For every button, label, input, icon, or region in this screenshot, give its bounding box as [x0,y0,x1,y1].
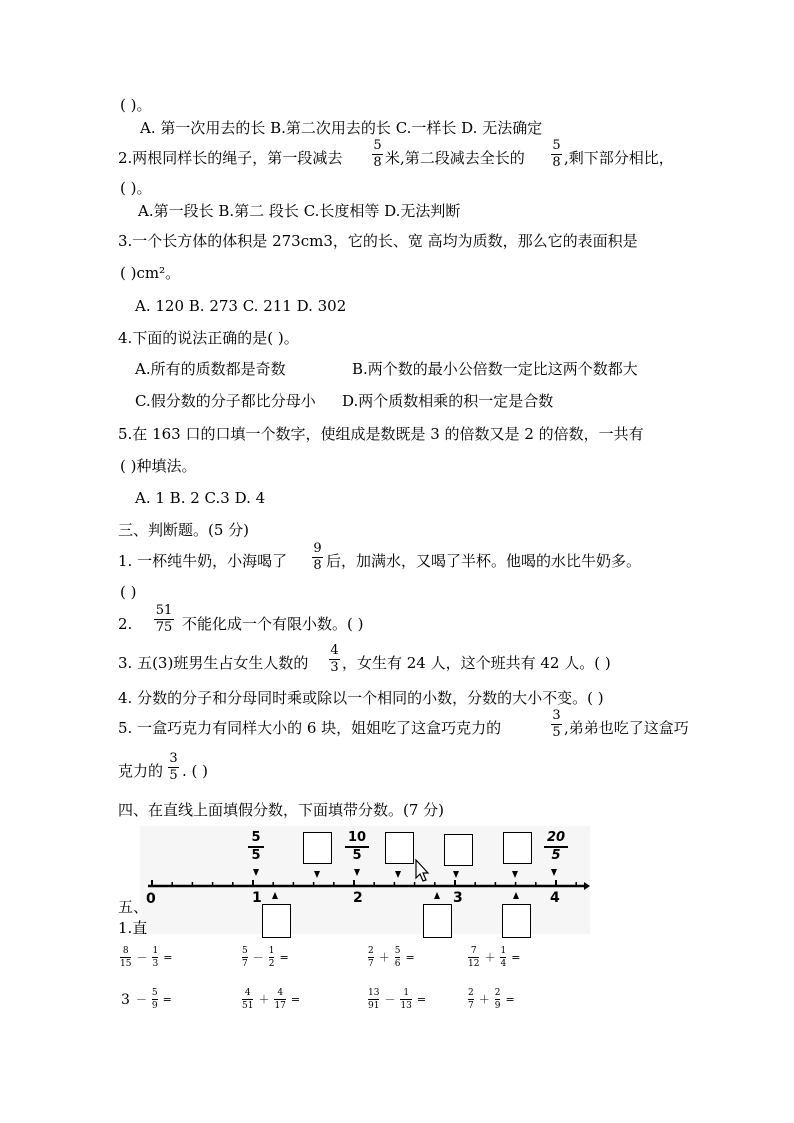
nl-label-0: 0 [146,891,156,907]
answer-box-top-4[interactable] [503,832,532,864]
calc-fraction-b [500,946,506,969]
answer-box-top-1[interactable] [303,832,332,864]
fraction-numerator: 1 [403,988,410,998]
q2-blank: ( )。 [120,179,152,197]
arrow-up-3 [513,892,519,899]
j2-text-a: 2. [118,615,133,633]
calc-fraction-a [468,988,474,1011]
fraction-denominator: 75 [155,620,173,635]
j3-text-b: ，女生有 24 人，这个班共有 42 人。( ) [342,654,611,672]
calc-operator: ＋ [484,950,496,964]
calc-fraction-b [274,988,285,1011]
fraction-numerator: 13 [368,988,380,998]
fraction-numerator: 5 [151,988,158,998]
fraction-denominator: 7 [368,959,374,969]
fraction-numerator: 1 [152,946,159,956]
fraction-denominator: 5 [551,848,561,863]
calc-equals: = [290,992,301,1006]
q4-option-b: B.两个数的最小公倍数一定比这两个数都大 [352,360,638,378]
calc-equals: = [511,950,521,964]
q4-option-a: A.所有的质数都是奇数 [135,360,286,378]
calc-fraction-a [242,946,248,969]
nl-fraction-5-5 [248,831,264,863]
calc-equals: = [405,950,415,964]
arrow-down-4 [395,871,401,878]
q3-line1: 3.一个长方体的体积是 273cm3，它的长、宽 高均为质数，那么它的表面积是 [118,232,638,250]
sec5-title: 五、 [118,898,149,916]
fraction-numerator: 3 [552,708,561,723]
arrow-down-2 [314,871,320,878]
sec4-title: 四、在直线上面填假分数，下面填带分数。(7 分) [118,801,445,819]
mouse-cursor-icon [416,860,428,881]
arrow-up-1 [272,892,278,899]
q-cont-blank: ( )。 [120,96,152,114]
calc-expression [240,946,292,969]
q3-options: A. 120 B. 273 C. 211 D. 302 [135,297,347,315]
fraction-numerator: 8 [122,946,129,956]
arrow-down-7 [551,869,557,876]
fraction-denominator: 7 [468,1001,474,1011]
nl-label-3: 3 [453,890,463,906]
fraction-numerator: 1 [500,946,507,956]
fraction-numerator: 5 [394,946,401,956]
j1-text-b: 后，加满水，又喝了半杯。他喝的水比牛奶多。 [326,552,642,570]
answer-box-bottom-3[interactable] [502,904,531,938]
fraction-denominator: 7 [242,959,248,969]
fraction-numerator: 2 [368,946,374,956]
fraction-numerator: 3 [169,751,178,766]
q4-option-c: C.假分数的分子都比分母小 [135,392,316,410]
j5-text-a: 5. 一盒巧克力有同样大小的 6 块，姐姐吃了这盒巧克力的 [118,719,502,737]
arrow-down-5 [453,871,459,878]
fraction-numerator: 2 [468,988,474,998]
calc-fraction-b [495,988,501,1011]
fraction-numerator: 10 [347,830,367,845]
calc-whole-number: 3 [121,991,130,1008]
j5-text-c: 克力的 [118,762,164,780]
nl-fraction-20-5 [544,831,568,863]
fraction-denominator: 91 [368,1001,380,1011]
calc-operator: － [135,992,147,1006]
arrow-up-2 [434,892,440,899]
answer-box-bottom-2[interactable] [423,904,452,938]
j1-text-a: 1. 一杯纯牛奶，小海喝了 [118,552,288,570]
calc-fraction-a [368,988,379,1011]
fraction-numerator: 4 [277,988,284,998]
answer-box-top-3[interactable] [444,834,473,866]
axis-arrow [584,882,590,890]
fraction-denominator: 8 [373,155,382,170]
nl-label-4: 4 [550,890,560,906]
q4-option-d: D.两个质数相乘的积一定是合数 [342,392,554,410]
fraction-numerator: 4 [330,643,339,658]
fraction-denominator: 5 [352,848,362,863]
arrow-down-1 [253,869,259,876]
calc-expression [240,988,303,1011]
arrow-down-6 [512,871,518,878]
calc-equals: = [505,992,515,1006]
calc-fraction-b [152,988,158,1011]
fraction-numerator: 5 [552,138,561,153]
calc-expression [366,988,429,1011]
calc-expression [118,946,175,969]
fraction-numerator: 1 [268,946,275,956]
q5-options: A. 1 B. 2 C.3 D. 4 [135,489,266,507]
q4-line1: 4.下面的说法正确的是( )。 [118,329,299,347]
fraction-denominator: 2 [268,959,275,969]
calc-fraction-a [120,946,131,969]
q2-options: A.第一段长 B.第二 段长 C.长度相等 D.无法判断 [138,202,461,220]
fraction-denominator: 6 [394,959,401,969]
fraction-denominator: 5 [251,848,261,863]
fraction-denominator: 4 [500,959,507,969]
fraction-denominator: 3 [152,959,159,969]
fraction-denominator: 13 [400,1001,412,1011]
sec5-subtitle: 1.直 [118,919,148,937]
calc-fraction-b [269,946,275,969]
fraction-denominator: 9 [151,1001,158,1011]
nl-label-1: 1 [252,890,262,906]
q2-text-c: ,剩下部分相比， [564,149,674,167]
calc-equals: = [416,992,427,1006]
fraction-numerator: 5 [373,138,382,153]
fraction-denominator: 5 [552,725,561,740]
calc-fraction-b [395,946,401,969]
q3-line2: ( )cm²。 [120,264,181,282]
calc-fraction-b [152,946,158,969]
q2-text-b: 米,第二段减去全长的 [385,149,525,167]
j1-blank: ( ) [120,583,137,601]
fraction-numerator: 9 [313,541,322,556]
calc-expression [118,988,175,1011]
fraction-denominator: 17 [274,1001,286,1011]
calc-operator: ＋ [258,992,270,1006]
calc-equals: = [279,950,289,964]
answer-box-top-2[interactable] [385,832,414,864]
calc-fraction-b [400,988,411,1011]
q-cont-options: A. 第一次用去的长 B.第二次用去的长 C.一样长 D. 无法确定 [140,119,543,137]
arrow-down-3 [354,869,360,876]
calc-equals: = [162,992,172,1006]
fraction-denominator: 8 [313,558,322,573]
calc-expression [466,988,518,1011]
fraction-numerator: 51 [155,603,173,618]
fraction-numerator: 4 [244,988,251,998]
calc-operator: ＋ [478,992,490,1006]
nl-fraction-10-5 [345,831,369,863]
j5-text-b: ,弟弟也吃了这盒巧 [564,719,689,737]
fraction-numerator: 2 [494,988,501,998]
fraction-denominator: 9 [494,1001,501,1011]
q5-line1: 5.在 163 口的口填一个数字，使组成是数既是 3 的倍数又是 2 的倍数，一共有 [118,425,644,443]
calc-operator: － [136,950,148,964]
fraction-numerator: 7 [470,946,477,956]
j5-text-d: . ( ) [182,762,209,780]
j3-text-a: 3. 五(3)班男生占女生人数的 [118,654,309,672]
fraction-denominator: 3 [330,660,339,675]
fraction-denominator: 15 [120,959,132,969]
q5-line2: ( )种填法。 [120,457,197,475]
fraction-denominator: 12 [468,959,480,969]
calc-fraction-a [468,946,479,969]
fraction-denominator: 51 [242,1001,254,1011]
calc-operator: － [252,950,264,964]
fraction-numerator: 5 [242,946,248,956]
fraction-numerator: 20 [546,830,566,845]
fraction-denominator: 8 [552,155,561,170]
calc-expression [466,946,523,969]
answer-box-bottom-1[interactable] [262,904,291,938]
j4-text: 4. 分数的分子和分母同时乘或除以一个相同的小数，分数的大小不变。( ) [118,689,604,707]
calc-expression [366,946,418,969]
j2-text-b: 不能化成一个有限小数。( ) [182,615,364,633]
sec3-title: 三、判断题。(5 分) [118,521,250,539]
calc-operator: ＋ [378,950,390,964]
calc-operator: － [384,992,396,1006]
fraction-numerator: 5 [251,830,261,845]
calc-equals: = [163,950,173,964]
q2-text-a: 2.两根同样长的绳子，第一段减去 [118,149,343,167]
calc-fraction-a [368,946,374,969]
nl-label-2: 2 [353,890,363,906]
fraction-denominator: 5 [169,768,178,783]
calc-fraction-a [242,988,253,1011]
